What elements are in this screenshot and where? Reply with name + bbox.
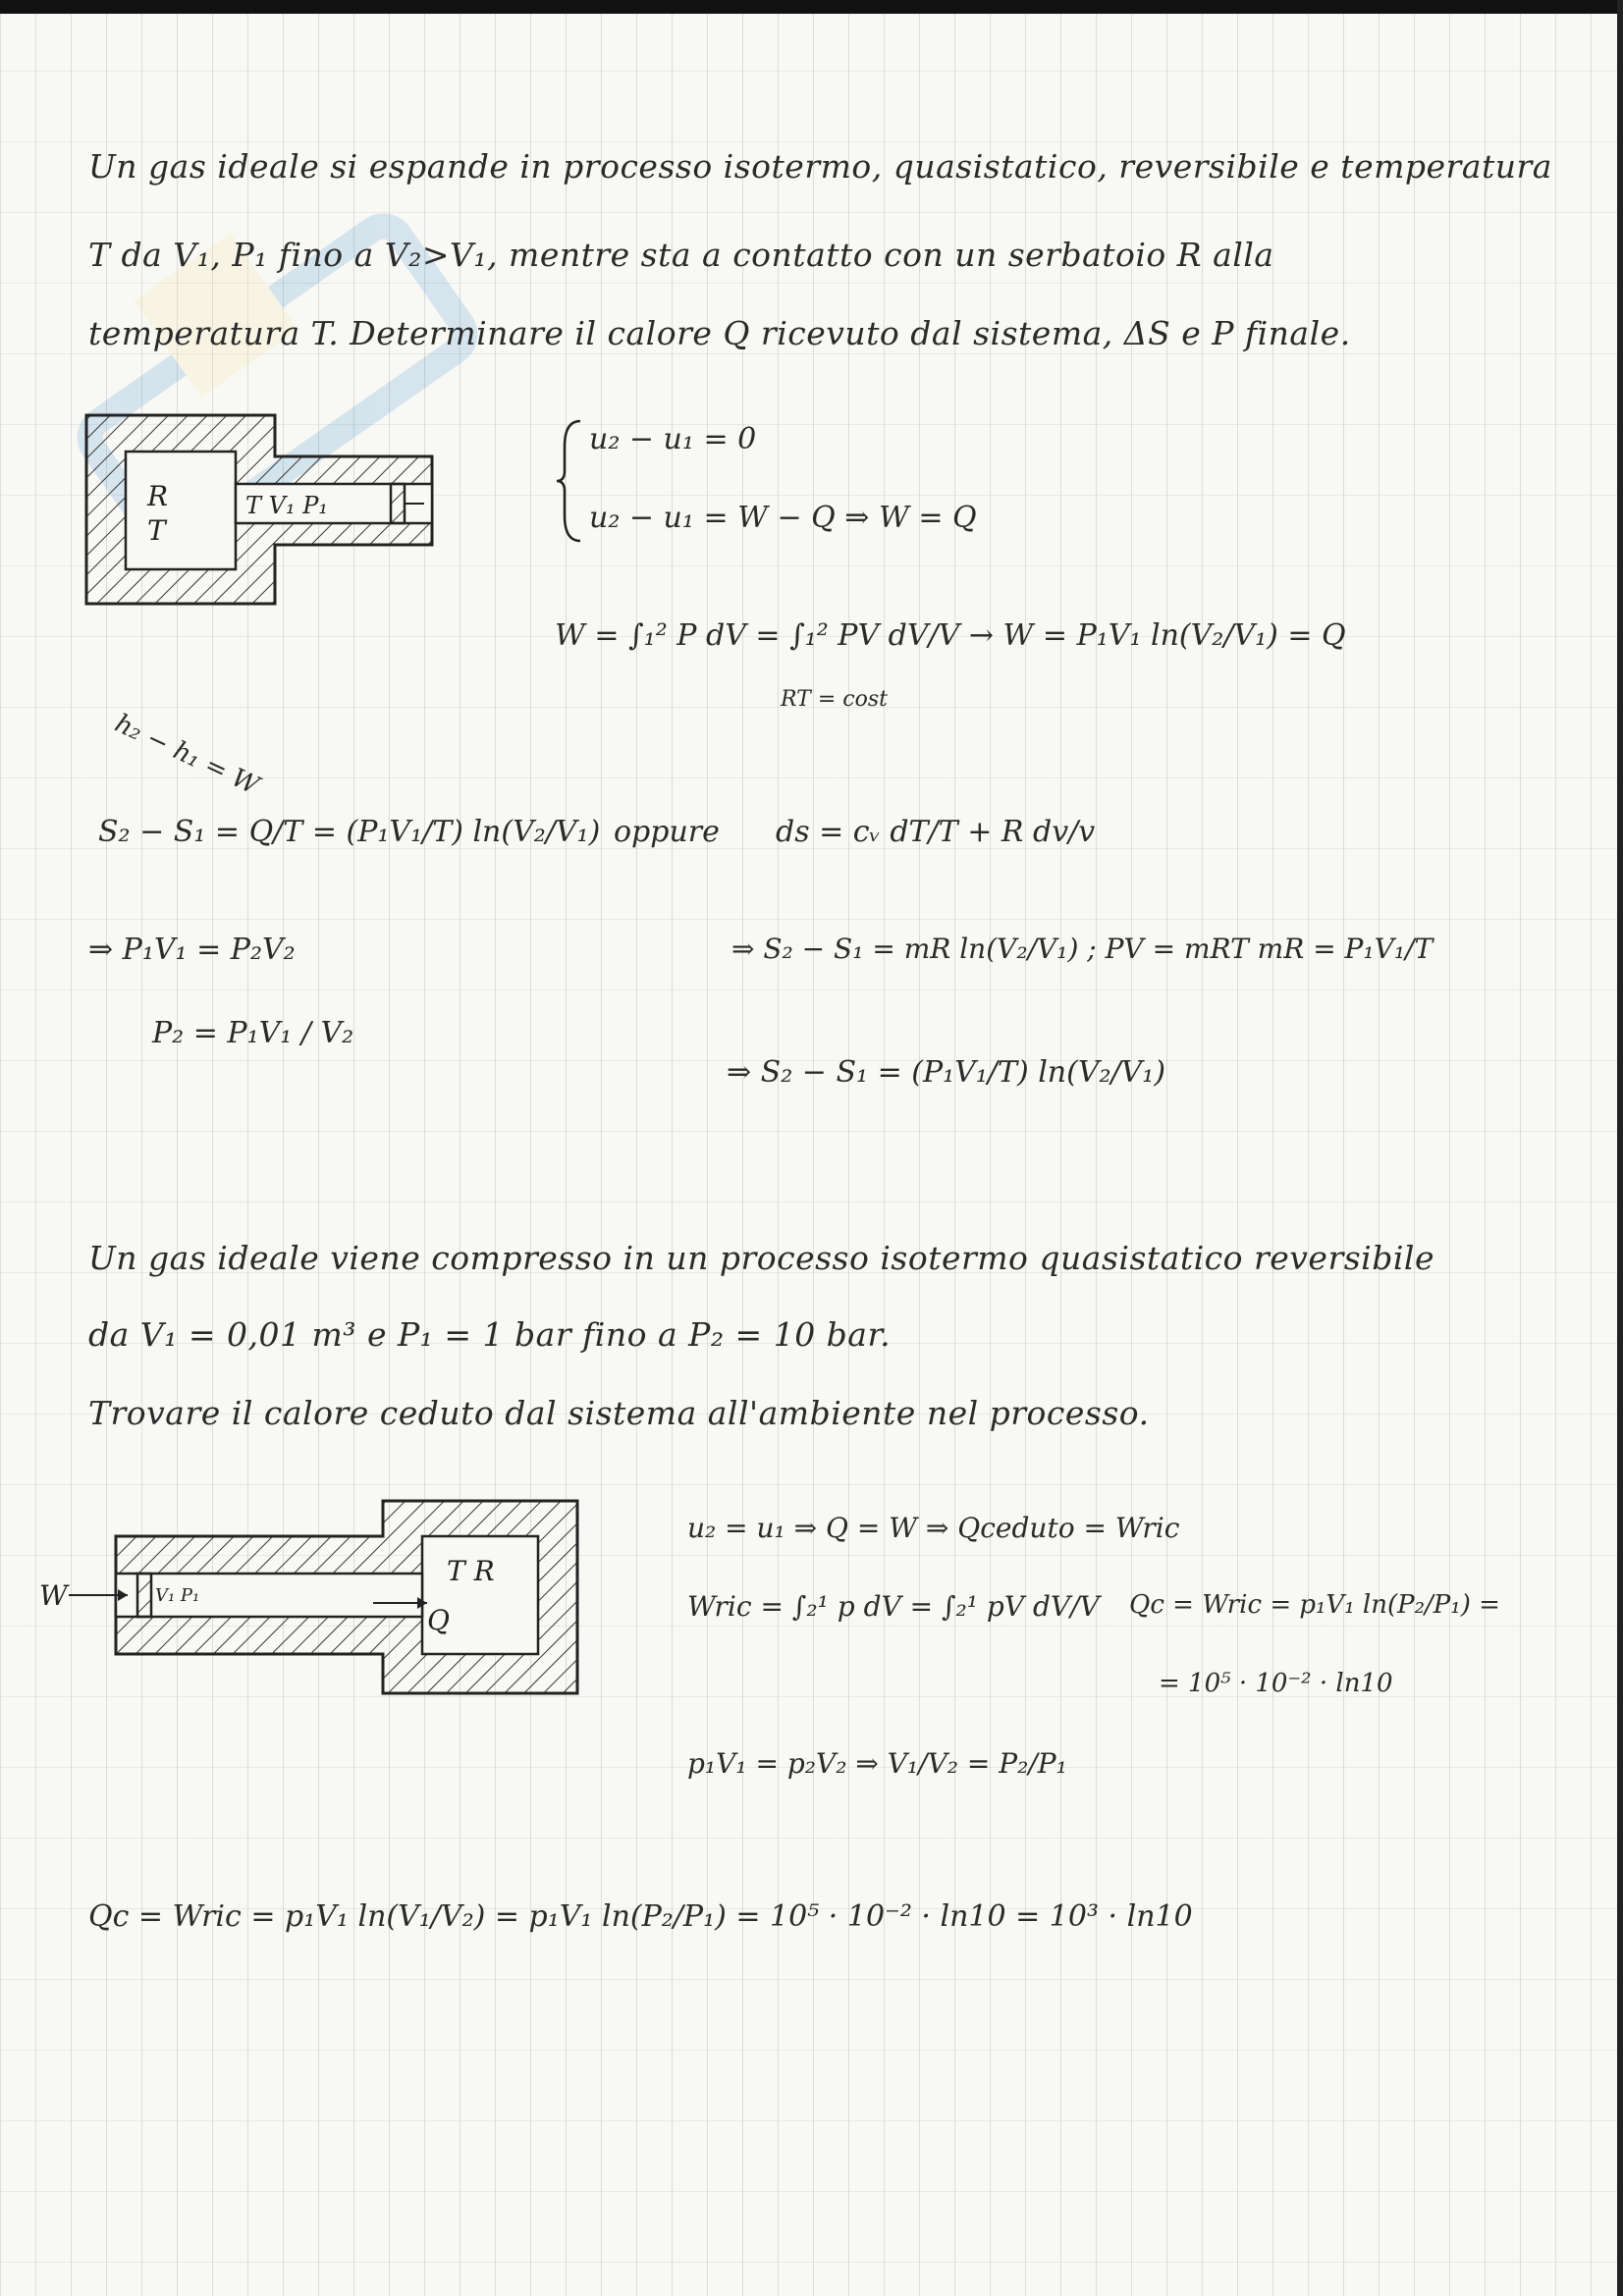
reservoir2-label: T R [447,1555,495,1587]
problem1-line-3: temperatura T. Determinare il calore Q ricevuto dal sistema, ΔS e P finale. [88,314,1351,352]
eq-ds: ds = cᵥ dT/T + R dv/v [776,815,1096,849]
problem2-line-1: Un gas ideale viene compresso in un processo isotermo quasistatico reversibile [88,1239,1434,1277]
eq-p1v1: ⇒ P₁V₁ = P₂V₂ [88,933,296,967]
gas-state-label: T V₁ P₁ [245,492,328,519]
eq-work-note: RT = cost [781,687,888,712]
enthalpy-note: h₂ − h₁ = W [110,709,263,801]
problem2-line-2: da V₁ = 0,01 m³ e P₁ = 1 bar fino a P₂ = 10 bar. [88,1315,892,1354]
eq-entropy: S₂ − S₁ = Q/T = (P₁V₁/T) ln(V₂/V₁) [98,815,601,849]
problem2-diagram [39,1497,589,1703]
heat-label: Q [427,1604,450,1636]
eq-s-mr: ⇒ S₂ − S₁ = mR ln(V₂/V₁) ; PV = mRT mR = P₁V₁/T [731,933,1434,965]
eq-work: W = ∫₁² P dV = ∫₁² PV dV/V → W = P₁V₁ ln(V₂/V₁) = Q [555,618,1346,653]
system-brace [555,417,584,545]
eq-wric: Wric = ∫₂¹ p dV = ∫₂¹ pV dV/V [687,1590,1100,1623]
reservoir-temp-label: T [147,514,166,547]
reservoir-label: R [147,480,169,512]
problem2-line-3: Trovare il calore ceduto dal sistema all'ambiente nel processo. [88,1394,1150,1432]
eq-p2: P₂ = P₁V₁ / V₂ [152,1016,354,1050]
gas-label: V₁ P₁ [155,1585,200,1606]
problem1-diagram [79,407,452,633]
eq-energy: u₂ = u₁ ⇒ Q = W ⇒ Qceduto = Wric [687,1512,1180,1544]
eq-system-2: u₂ − u₁ = W − Q ⇒ W = Q [589,501,977,535]
problem1-line-1: Un gas ideale si espande in processo isotermo, quasistatico, reversibile e temperatura [88,147,1552,186]
eq-qc-num: = 10⁵ · 10⁻² · ln10 [1159,1669,1393,1698]
eq-ratio: p₁V₁ = p₂V₂ ⇒ V₁/V₂ = P₂/P₁ [687,1747,1067,1780]
eq-oppure: oppure [614,815,720,849]
eq-final: Qc = Wric = p₁V₁ ln(V₁/V₂) = p₁V₁ ln(P₂/P₁) = 10⁵ · 10⁻² · ln10 = 10³ · ln10 [88,1899,1193,1934]
eq-qc: Qc = Wric = p₁V₁ ln(P₂/P₁) = [1129,1590,1500,1620]
eq-s-final: ⇒ S₂ − S₁ = (P₁V₁/T) ln(V₂/V₁) [727,1055,1166,1090]
eq-system-1: u₂ − u₁ = 0 [589,422,757,456]
work-label: W [39,1579,68,1612]
problem1-line-2: T da V₁, P₁ fino a V₂>V₁, mentre sta a contatto con un serbatoio R alla [88,236,1274,274]
